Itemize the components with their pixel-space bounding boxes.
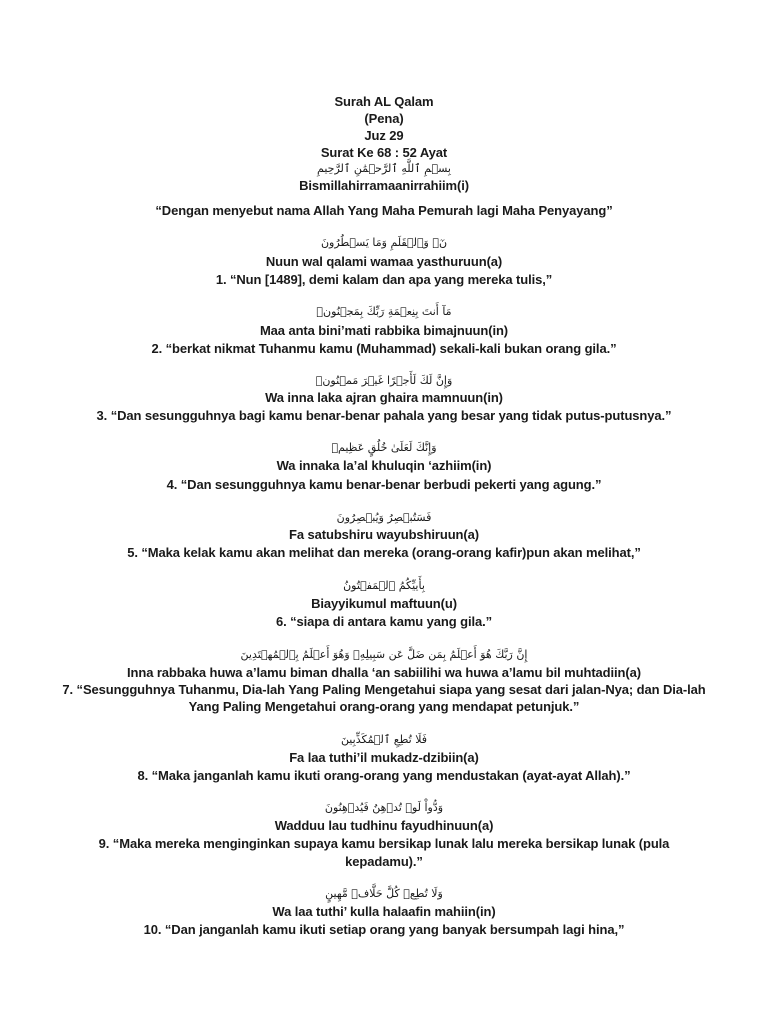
ayah-4-translation: 4. “Dan sesungguhnya kamu benar-benar berbudi pekerti yang agung.”	[166, 477, 602, 492]
surat-info: Surat Ke 68 : 52 Ayat	[320, 145, 448, 160]
bismillah-transliteration: Bismillahirramaanirrahiim(i)	[299, 178, 469, 193]
ayah-9-arabic: وَدُّواْ لَوۡ تُدۡهِنُ فَيُدۡهِنُونَ	[324, 801, 444, 814]
ayah-10-arabic: وَلَا تُطِعۡ كُلَّ حَلَّافٖ مَّهِينٍ	[325, 887, 443, 900]
ayah-7-translation-cont: Yang Paling Mengetahui orang-orang yang mendapat petunjuk.”	[188, 699, 580, 714]
ayah-9-transliteration: Wadduu lau tudhinu fayudhinuun(a)	[274, 818, 494, 833]
ayah-6-transliteration: Biayyikumul maftuun(u)	[311, 596, 457, 611]
ayah-4-arabic: وَإِنَّكَ لَعَلَىٰ خُلُقٍ عَظِيمٖ	[331, 441, 437, 454]
ayah-8-transliteration: Fa laa tuthi’il mukadz-dzibiin(a)	[289, 750, 479, 765]
ayah-8-translation: 8. “Maka janganlah kamu ikuti orang-orang yang mendustakan (ayat-ayat Allah).”	[137, 768, 631, 783]
ayah-6-arabic: بِأَييِّكُمُ ٱلۡمَفۡتُونُ	[343, 579, 425, 592]
ayah-4-transliteration: Wa innaka la’al khuluqin ‘azhiim(in)	[276, 458, 492, 473]
ayah-3-transliteration: Wa inna laka ajran ghaira mamnuun(in)	[265, 390, 503, 405]
ayah-1-transliteration: Nuun wal qalami wamaa yasthuruun(a)	[265, 254, 503, 269]
bismillah-translation: “Dengan menyebut nama Allah Yang Maha Pemurah lagi Maha Penyayang”	[155, 203, 613, 218]
ayah-3-translation: 3. “Dan sesungguhnya bagi kamu benar-benar pahala yang besar yang tidak putus-putusnya.”	[96, 408, 672, 423]
ayah-2-transliteration: Maa anta bini’mati rabbika bimajnuun(in)	[259, 323, 509, 338]
ayah-7-transliteration: Inna rabbaka huwa a’lamu biman dhalla ‘an sabiilihi wa huwa a’lamu bil muhtadiin(a)	[127, 665, 641, 680]
ayah-6-translation: 6. “siapa di antara kamu yang gila.”	[275, 614, 493, 629]
surah-title: Surah AL Qalam	[334, 94, 434, 109]
ayah-7-translation: 7. “Sesungguhnya Tuhanmu, Dia-lah Yang Paling Mengetahui siapa yang sesat dari jalan-Nya; dan Dia-lah	[62, 682, 706, 697]
ayah-1-arabic: نٓۚ وَٱلۡقَلَمِ وَمَا يَسۡطُرُونَ	[320, 236, 448, 249]
ayah-1-translation: 1. “Nun [1489], demi kalam dan apa yang mereka tulis,”	[215, 272, 553, 287]
surah-subtitle: (Pena)	[364, 111, 404, 126]
bismillah-arabic: بِسۡمِ ٱللَّهِ ٱلرَّحۡمَٰنِ ٱلرَّحِيمِ	[317, 162, 451, 175]
ayah-5-translation: 5. “Maka kelak kamu akan melihat dan mereka (orang-orang kafir)pun akan melihat,”	[127, 545, 641, 560]
ayah-7-arabic: إِنَّ رَبَّكَ هُوَ أَعۡلَمُ بِمَن ضَلَّ عَن سَبِيلِهِۦ وَهُوَ أَعۡلَمُ بِٱلۡمُهۡتَدِينَ	[240, 648, 528, 661]
ayah-5-arabic: فَسَتُبۡصِرُ وَيُبۡصِرُونَ	[336, 511, 432, 524]
ayah-9-translation-cont: kepadamu).”	[345, 854, 423, 869]
ayah-5-transliteration: Fa satubshiru wayubshiruun(a)	[289, 527, 479, 542]
ayah-9-translation: 9. “Maka mereka menginginkan supaya kamu bersikap lunak lalu mereka bersikap lunak (pula	[98, 836, 670, 851]
juz-label: Juz 29	[364, 128, 404, 143]
ayah-3-arabic: وَإِنَّ لَكَ لَأَجۡرًا غَيۡرَ مَمۡنُونٖ	[315, 374, 453, 387]
ayah-10-translation: 10. “Dan janganlah kamu ikuti setiap orang yang banyak bersumpah lagi hina,”	[143, 922, 625, 937]
ayah-10-transliteration: Wa laa tuthi’ kulla halaafin mahiin(in)	[272, 904, 496, 919]
ayah-2-translation: 2. “berkat nikmat Tuhanmu kamu (Muhammad) sekali-kali bukan orang gila.”	[151, 341, 617, 356]
ayah-2-arabic: مَآ أَنتَ بِنِعۡمَةِ رَبِّكَ بِمَجۡنُونٖ	[316, 305, 452, 318]
ayah-8-arabic: فَلَا تُطِعِ ٱلۡمُكَذِّبِينَ	[340, 733, 428, 746]
